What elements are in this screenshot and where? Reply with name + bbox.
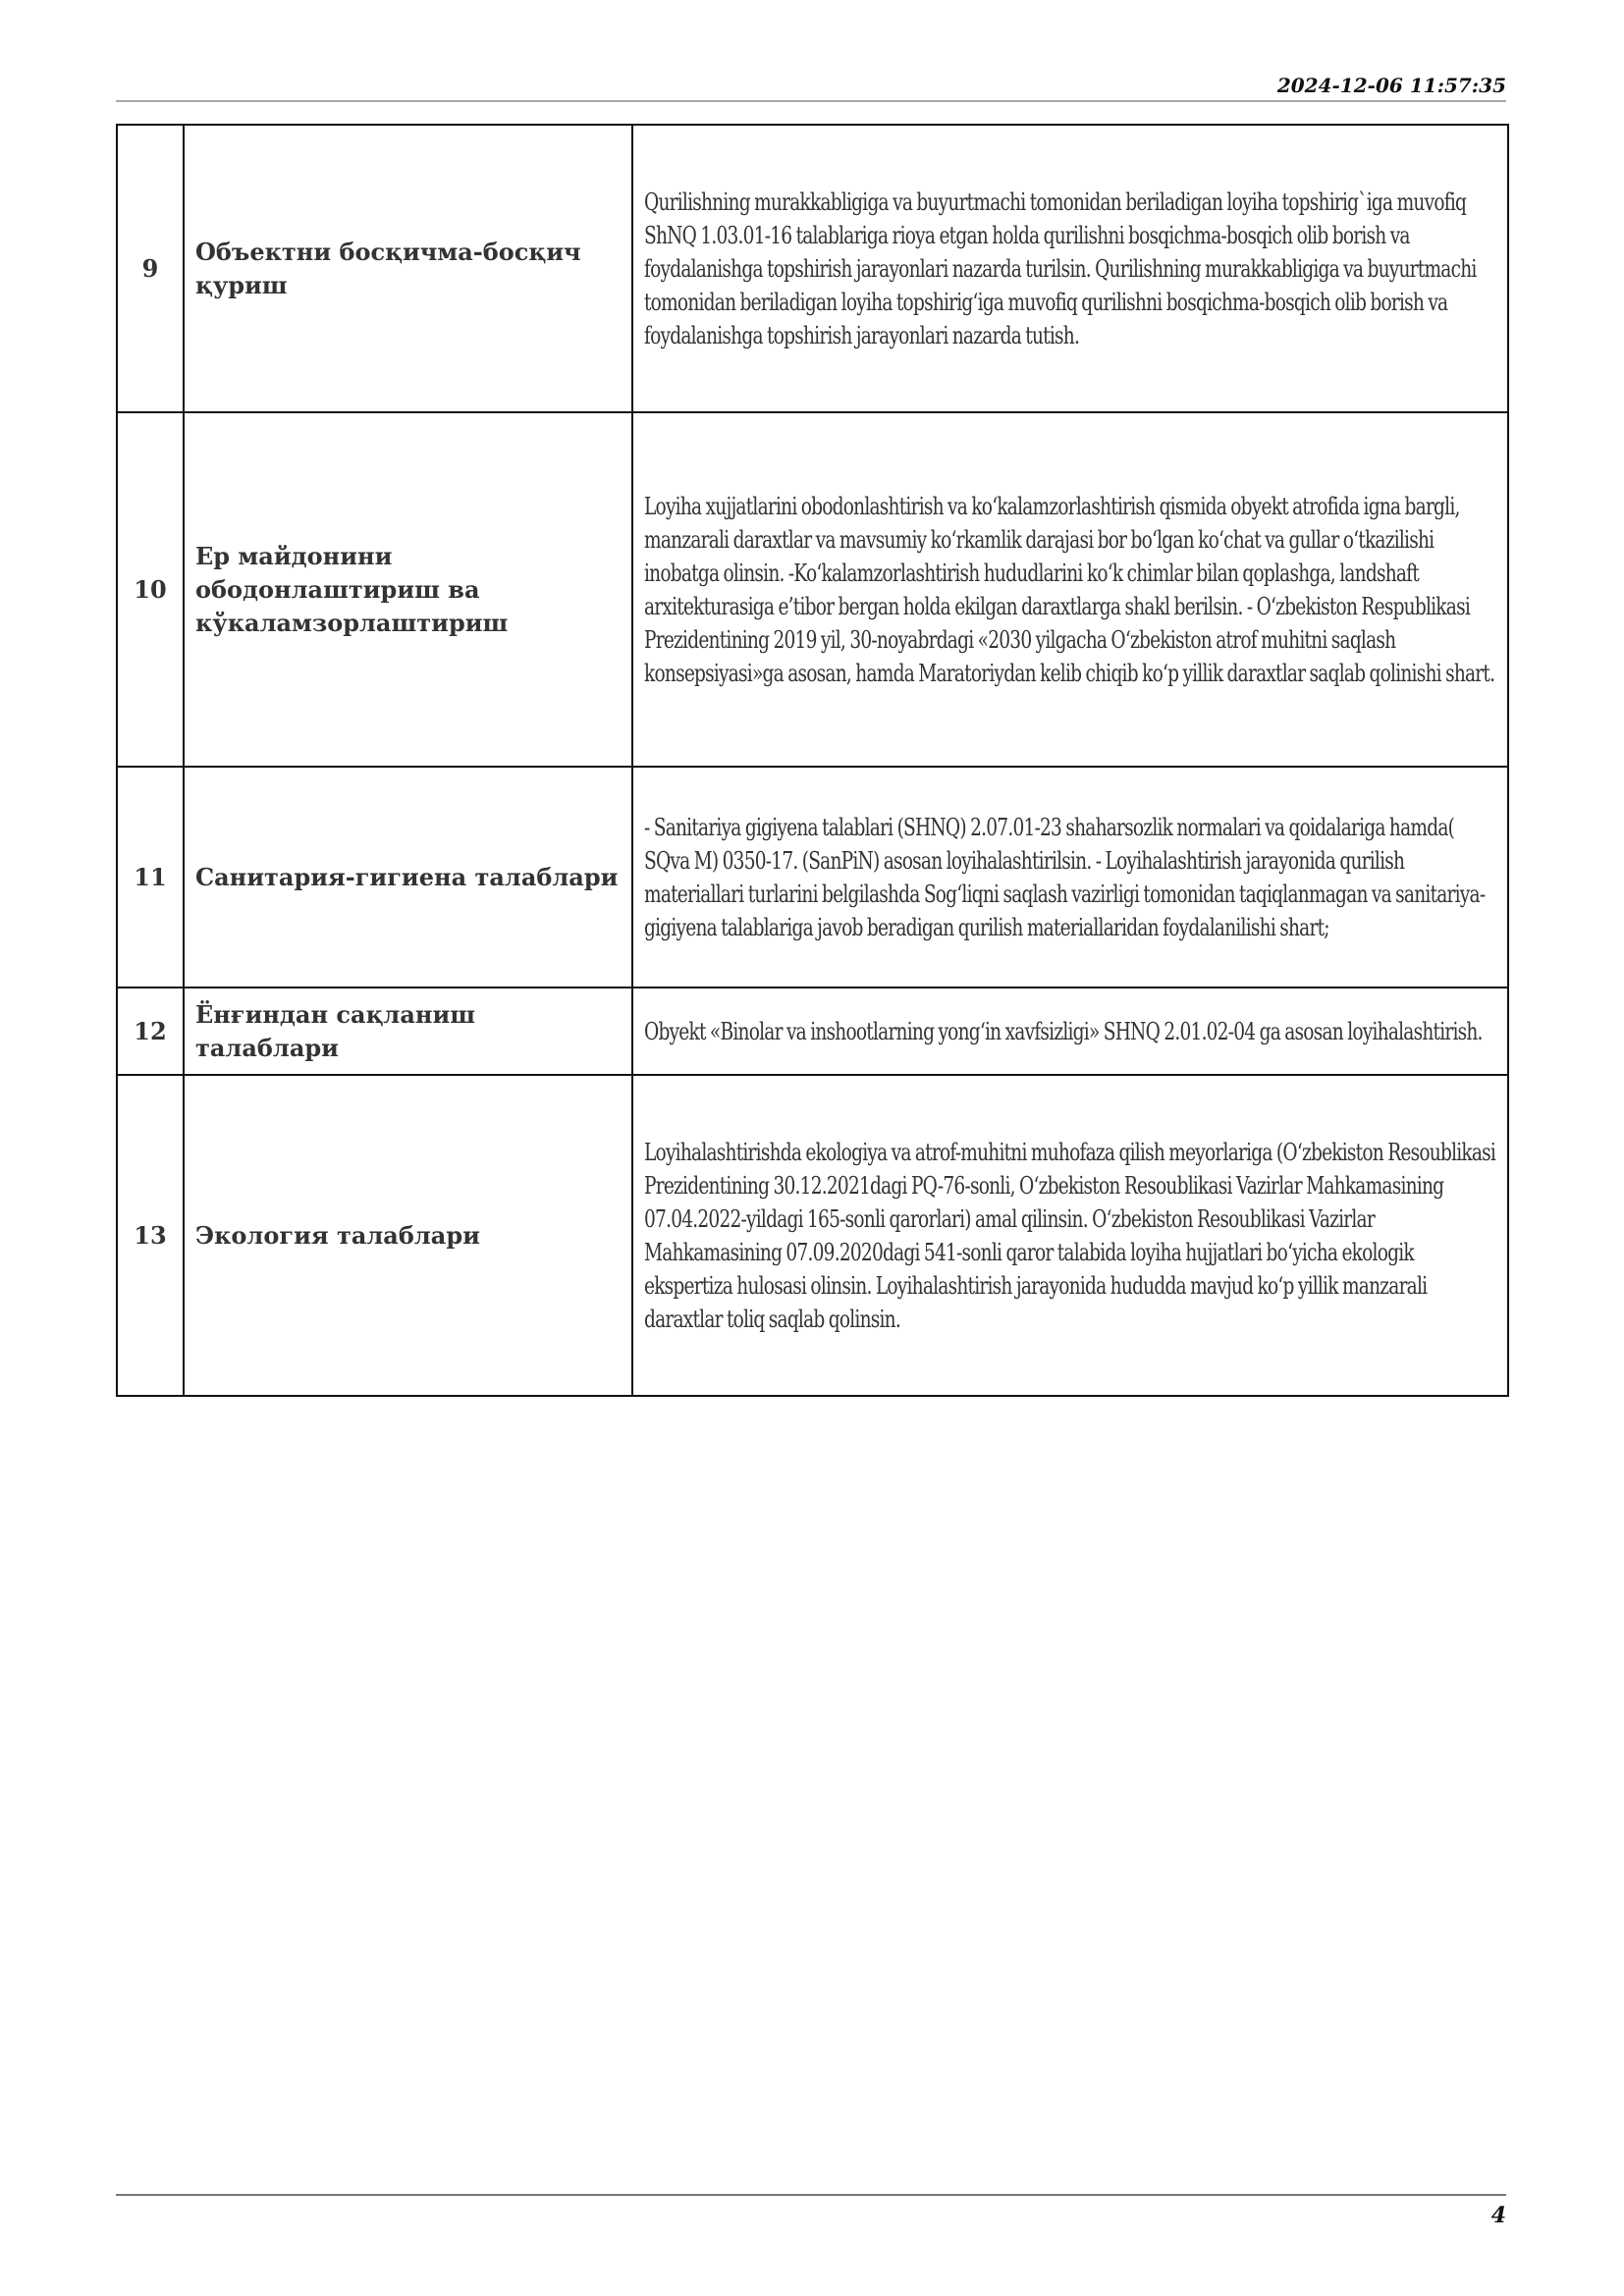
table-row — [117, 125, 1508, 412]
table-row — [117, 1075, 1508, 1396]
requirement-description — [632, 988, 1508, 1075]
table-row — [117, 412, 1508, 767]
row-number: 11 — [117, 767, 184, 988]
requirement-description-text: Obyekt «Binolar va inshootlarning yong‘in xavfsizligi» SHNQ 2.01.02-04 ga asosan loyihalashtirish. — [644, 1017, 1483, 1045]
requirement-title: Ер майдонини ободонлаштириш ва кўкаламзорлаштириш — [184, 412, 632, 767]
requirement-description-text: - Sanitariya gigiyena talablari (SHNQ) 2.07.01-23 shaharsozlik normalari va qoidalariga hamda( SQva M) 0350-17. (SanPiN) asosan loyihalashtirilsin. - Loyihalashtirish jarayonida qurilish materiallari turlarini belgilashda Sog‘liqni saqlash vazirligi tomonidan taqiqlanmagan va sanitariya-gigiyena talablariga javob beradigan qurilish materiallaridan foydalanilishi shart; — [644, 813, 1486, 941]
requirement-description-text: Loyihalashtirishda ekologiya va atrof-muhitni muhofaza qilish meyorlariga (O‘zbekiston Resoublikasi Prezidentining 30.12.2021dagi PQ-76-sonli, O‘zbekiston Resoublikasi Vazirlar Mahkamasining 07.04.2022-yildagi 165-sonli qarorlari) amal qilinsin. O‘zbekiston Resoublikasi Vazirlar Mahkamasining 07.09.2020dagi 541-sonli qaror talabida loyiha hujjatlari bo‘yicha ekologik ekspertiza hulosasi olinsin. Loyihalashtirish jarayonida hududda mavjud ko‘p yillik manzarali daraxtlar toliq saqlab qolinsin. — [644, 1138, 1496, 1333]
footer-divider — [116, 2194, 1506, 2196]
requirements-table — [116, 124, 1509, 1397]
requirement-title: Ёнғиндан сақланиш талаблари — [184, 988, 632, 1075]
row-number: 10 — [117, 412, 184, 767]
requirement-description — [632, 767, 1508, 988]
requirement-description-text: Loyiha xujjatlarini obodonlashtirish va ko‘kalamzorlashtirish qismida obyekt atrofida igna bargli, manzarali daraxtlar va mavsumiy ko‘rkamlik darajasi bor bo‘lgan ko‘chat va gullar o‘tkazilishi inobatga olinsin. -Ko‘kalamzorlashtirish hududlarini ko‘k chimlar bilan qoplashga, landshaft arxitekturasiga e’tibor bergan holda ekilgan daraxtlarga shakl berilsin. - O‘zbekiston Respublikasi Prezidentining 2019 yil, 30-noyabrdagi «2030 yilgacha O‘zbekiston atrof muhitni saqlash konsepsiyasi»ga asosan, hamda Maratoriydan kelib chiqib ko‘p yillik daraxtlar saqlab qolinishi shart. — [644, 492, 1495, 687]
requirement-title: Объектни босқичма-босқич қуриш — [184, 125, 632, 412]
requirement-title: Экология талаблари — [184, 1075, 632, 1396]
row-number: 13 — [117, 1075, 184, 1396]
table-row — [117, 767, 1508, 988]
requirement-description — [632, 412, 1508, 767]
row-number: 9 — [117, 125, 184, 412]
requirement-description — [632, 1075, 1508, 1396]
table-row — [117, 988, 1508, 1075]
requirement-title: Санитария-гигиена талаблари — [184, 767, 632, 988]
requirement-description — [632, 125, 1508, 412]
requirement-description-text: Qurilishning murakkabligiga va buyurtmachi tomonidan beriladigan loyiha topshirig`iga muvofiq ShNQ 1.03.01-16 talablariga rioya etgan holda qurilishni bosqichma-bosqich olib borish va foydalanishga topshirish jarayonlari nazarda turilsin. Qurilishning murakkabligiga va buyurtmachi tomonidan beriladigan loyiha topshirig‘iga muvofiq qurilishni bosqichma-bosqich olib borish va foydalanishga topshirish jarayonlari nazarda tutish. — [644, 187, 1477, 349]
print-timestamp: 2024-12-06 11:57:35 — [1276, 74, 1506, 97]
header-divider — [116, 100, 1506, 102]
row-number: 12 — [117, 988, 184, 1075]
page-number: 4 — [1490, 2203, 1506, 2228]
